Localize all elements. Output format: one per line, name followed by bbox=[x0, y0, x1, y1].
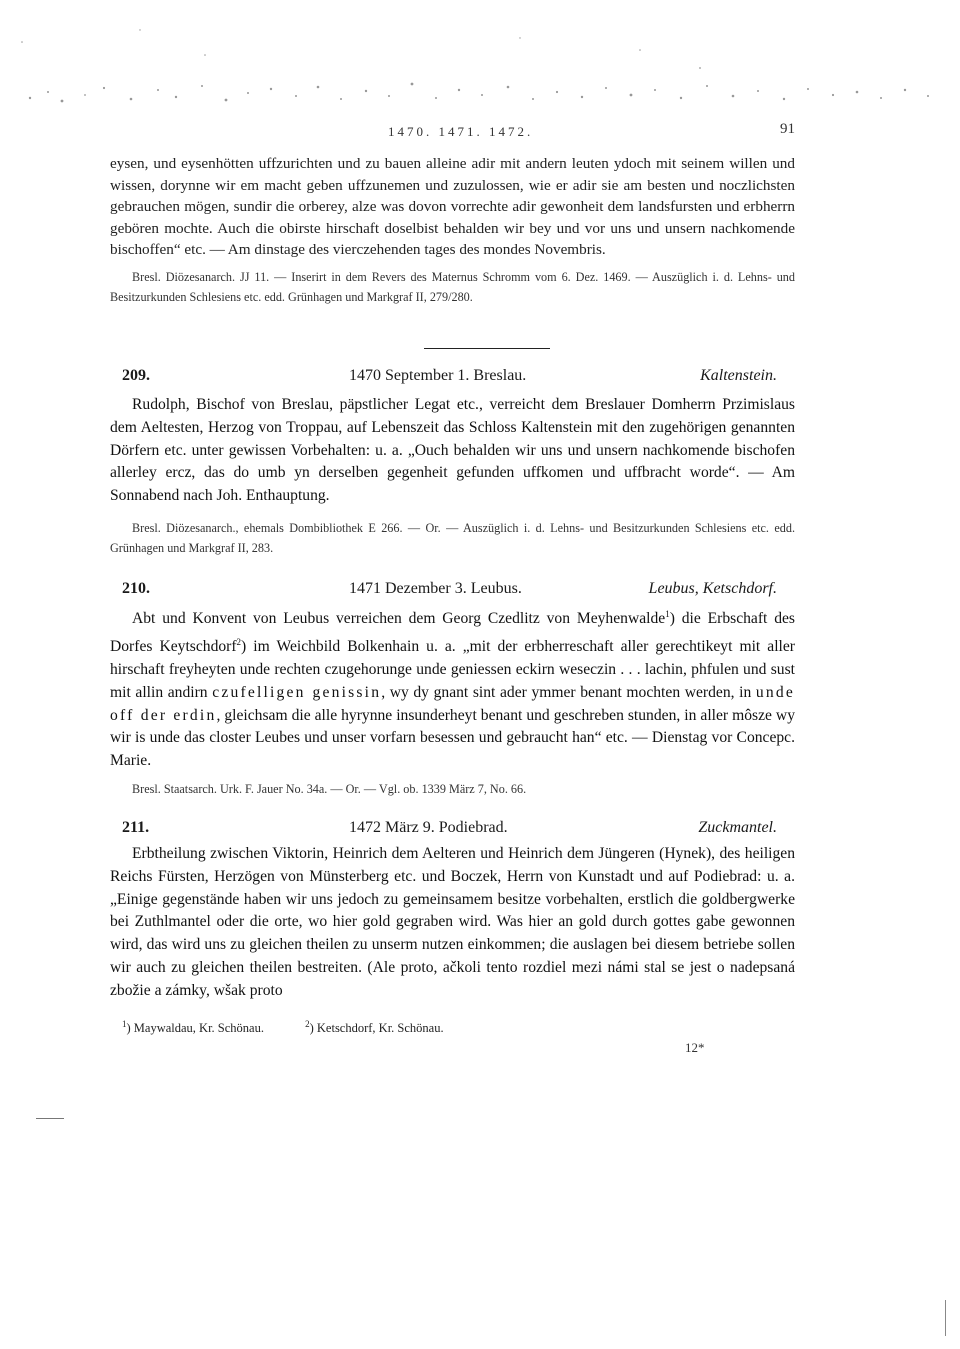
scan-noise bbox=[0, 0, 960, 120]
footnote-text: ) Ketschdorf, Kr. Schönau. bbox=[309, 1021, 444, 1036]
intro-section bbox=[110, 153, 795, 307]
entry-211-body bbox=[110, 843, 795, 1003]
spaced-text: unde off der erdin bbox=[110, 683, 795, 724]
spaced-text: czufelligen genissin bbox=[212, 683, 382, 701]
entry-source: Bresl. Staatsarch. Urk. F. Jauer No. 34a. — Or. — Vgl. ob. 1339 März 7, No. 66. bbox=[132, 781, 527, 796]
entry-date: 1470 September 1. Breslau. bbox=[349, 367, 527, 384]
footnote-ref: 1 bbox=[665, 609, 670, 619]
entry-date: 1471 Dezember 3. Leubus. bbox=[349, 580, 522, 597]
intro-paragraph: eysen, und eysenhötten uffzurichten und zu bauen alleine adir mit andern leuten ydoch mit seinem willen und wissen, dorynne wir em macht geben uffzunemen und zuzulossen, wie er adir sie am besten und noczlichsten gebrauchen mögen, sundir die orberey, alze was dovon vorrechte adir gewonheit dem landsfursten und erbherrn gebören mochte. Auch die obirste hirschaft doselbist behalden wir bey und vor uns und unsern nachkomende bischoffen“ etc. — Am dinstage des vierczehenden tages des mondes Novembris. bbox=[110, 155, 795, 259]
margin-mark bbox=[36, 1118, 64, 1119]
entry-text-part: , gleichsam die alle hyrynne insunderheyt benant und geschreben stunden, in aller môsze wy wir is unde das closter Leubes und unser vorfarn besessen und gebraucht han“ etc. — Dienstag vor Concepc. Marie. bbox=[110, 706, 795, 770]
entry-number: 210. bbox=[122, 580, 150, 597]
footnote bbox=[305, 1019, 444, 1036]
entry-text-part: ) die Erbschaft des Dorfes Keytschdorf bbox=[110, 610, 795, 656]
entry-text-part: ) im Weichbild Bolkenhain u. a. „mit der erbherreschaft aller gerechtikeyt mit aller hirschaft freyheyten unde rechten czugehorunge unde geniessen eckirn weseczin . . . lachin, phfulen und sust mit allin andirn bbox=[110, 638, 795, 701]
page-number: 91 bbox=[780, 121, 795, 137]
footnote-mark: 2 bbox=[305, 1019, 310, 1029]
running-head-years: 1470. 1471. 1472. bbox=[388, 124, 534, 139]
entry-text-part: Abt und Konvent von Leubus verreichen dem Georg Czedlitz von Meyhenwalde bbox=[132, 610, 666, 628]
entry-211-header bbox=[110, 819, 795, 843]
footnote bbox=[122, 1019, 264, 1036]
entry-text bbox=[110, 603, 795, 773]
entry-place: Kaltenstein. bbox=[700, 367, 777, 384]
entry-text-part: , wy dy gnant sint ader ymmer benant mochten werden, in bbox=[381, 683, 756, 701]
footnote-ref: 2 bbox=[236, 636, 242, 647]
entry-source: Bresl. Diözesanarch., ehemals Dombibliothek E 266. — Or. — Auszüglich i. d. Lehns- und Besitzurkunden Schlesiens etc. edd. Grünhagen und Markgraf II, 283. bbox=[110, 520, 795, 555]
entry-number: 209. bbox=[122, 367, 150, 384]
section-divider bbox=[424, 348, 550, 349]
footnotes bbox=[122, 1019, 762, 1036]
margin-mark bbox=[945, 1300, 946, 1336]
entry-209-body bbox=[110, 394, 795, 558]
entry-209-header bbox=[110, 367, 795, 391]
running-head bbox=[110, 121, 795, 146]
entry-text: Rudolph, Bischof von Breslau, päpstlicher Legat etc., verreicht dem Breslauer Domherrn Przimislaus dem Aeltesten, Herzog von Troppau, auf Lebenszeit das Schloss Kaltenstein mit den zugehörigen genannten Dörfern etc. unter gewissen Vorbehalten: u. a. „Ouch behalden wir uns und unsern nachkomende bischofen allerley ercz, das do umb yn derselben gegenheit gefunden uffkomen und uffbracht worde“. — Am Sonnabend nach Joh. Enthauptung. bbox=[110, 396, 795, 505]
footnote-text: ) Maywaldau, Kr. Schönau. bbox=[126, 1021, 264, 1036]
intro-source: Bresl. Diözesanarch. JJ 11. — Inserirt in dem Revers des Maternus Schromm vom 6. Dez. 1469. — Auszüglich i. d. Lehns- und Besitzurkunden Schlesiens etc. edd. Grünhagen und Markgraf II, 279/280. bbox=[110, 269, 795, 304]
printer-signature: 12* bbox=[685, 1040, 705, 1055]
entry-date: 1472 März 9. Podiebrad. bbox=[349, 819, 508, 836]
entry-number: 211. bbox=[122, 819, 150, 836]
entry-210-header bbox=[110, 580, 795, 604]
entry-text: Erbtheilung zwischen Viktorin, Heinrich dem Aelteren und Heinrich dem Jüngeren (Hynek), des heiligen Reichs Fürsten, Herzögen von Münsterberg etc. und Boczek, Herrn von Kunstadt und auf Podiebrad: u. a. „Einige gegenstände haben wir uns jedoch zu gemeinsamem besitze vorbehalten, erstlich die goldbergwerke bei Zuthlmantel oder die orte, wo hier gold gegraben wird. Was hier an gold durch gottes gabe gewonnen wird, das wird uns zu gleichen theilen zu unserm nutzen einkommen; die auslagen bei diesem betriebe sollen wir auch zu gleichen theilen bestreiten. (Ale proto, ačkoli tento rozdiel mezi námi stal se jest o nadepsaná zbožie a zámky, wšak proto bbox=[110, 845, 795, 999]
entry-place: Leubus, Ketschdorf. bbox=[648, 580, 777, 597]
entry-place: Zuckmantel. bbox=[698, 819, 777, 836]
entry-210-body bbox=[110, 603, 795, 799]
footnote-mark: 1 bbox=[122, 1019, 127, 1029]
